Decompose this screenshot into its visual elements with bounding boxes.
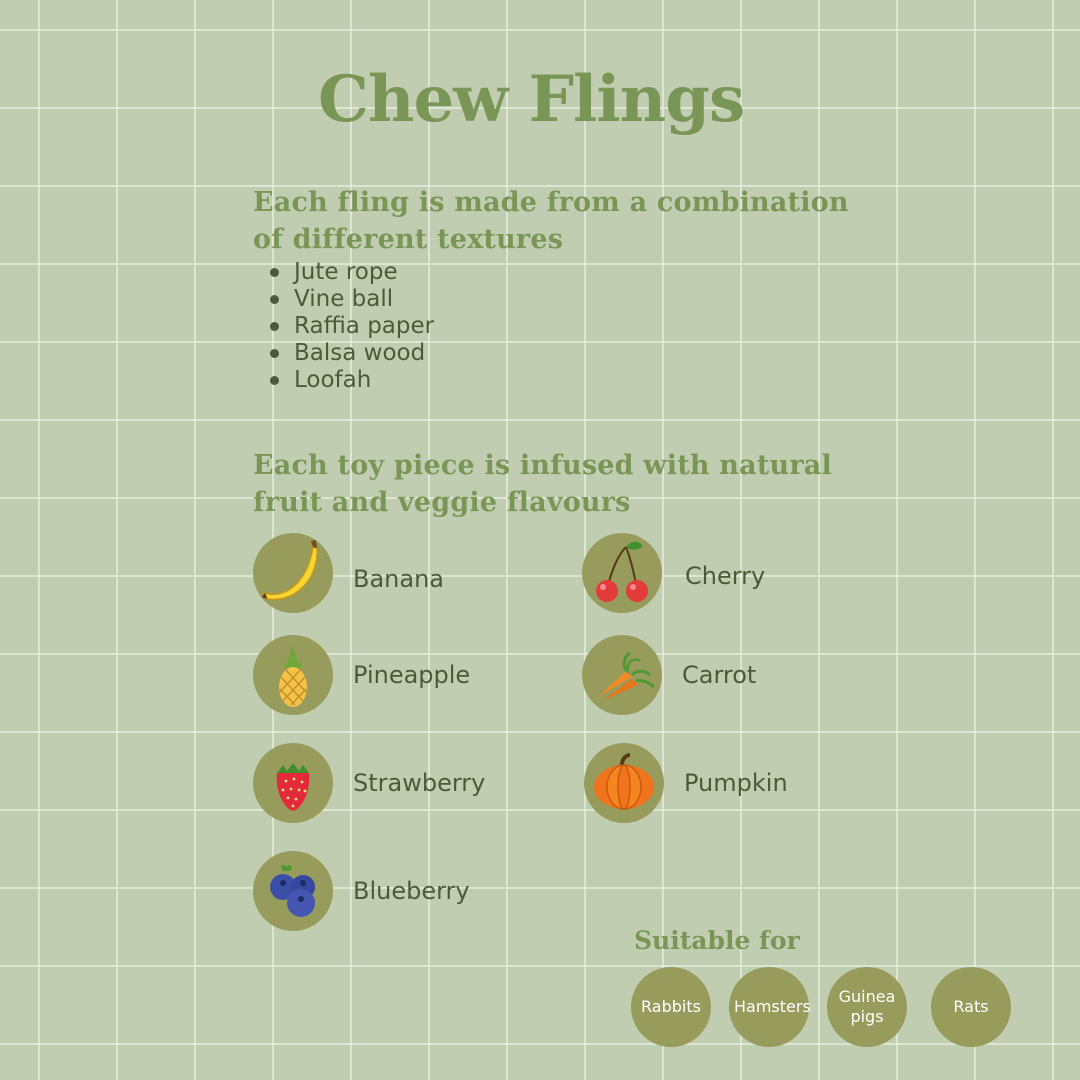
flavour-circle — [584, 743, 664, 823]
list-item: Raffia paper — [270, 313, 434, 340]
pet-badge-hamsters: Hamsters — [729, 967, 809, 1047]
flavours-heading: Each toy piece is infused with natural fruit and veggie flavours — [253, 450, 832, 518]
textures-list — [270, 259, 434, 394]
bullet-icon — [270, 295, 279, 304]
list-item: Jute rope — [270, 259, 434, 286]
flavour-label: Cherry — [685, 562, 766, 590]
list-item: Balsa wood — [270, 340, 434, 367]
list-item: Vine ball — [270, 286, 434, 313]
flavour-label: Carrot — [682, 661, 757, 689]
flavour-circle — [582, 533, 662, 613]
flavour-circle — [253, 851, 333, 931]
flavour-label: Pineapple — [353, 661, 471, 689]
flavour-circle — [253, 533, 333, 613]
bullet-icon — [270, 322, 279, 331]
pumpkin-icon — [584, 743, 664, 823]
flavour-label: Pumpkin — [684, 769, 788, 797]
flavour-circle — [582, 635, 662, 715]
flavour-circle — [253, 743, 333, 823]
suitable-heading: Suitable for — [634, 926, 800, 955]
flavour-label: Banana — [353, 565, 445, 593]
flavour-label: Blueberry — [353, 877, 470, 905]
blueberry-icon — [253, 851, 333, 931]
pet-badge-guinea-pigs: Guinea pigs — [827, 967, 907, 1047]
page-title: Chew Flings — [318, 62, 744, 137]
carrot-icon — [582, 635, 662, 715]
cherry-icon — [582, 533, 662, 613]
pet-badge-rabbits: Rabbits — [631, 967, 711, 1047]
pet-badge-rats: Rats — [931, 967, 1011, 1047]
bullet-icon — [270, 349, 279, 358]
textures-heading: Each fling is made from a combination of different textures — [253, 187, 849, 255]
bullet-icon — [270, 268, 279, 277]
pineapple-icon — [253, 635, 333, 715]
bullet-icon — [270, 376, 279, 385]
banana-icon — [253, 533, 333, 613]
flavour-label: Strawberry — [353, 769, 486, 797]
list-item: Loofah — [270, 367, 434, 394]
strawberry-icon — [253, 743, 333, 823]
flavour-circle — [253, 635, 333, 715]
